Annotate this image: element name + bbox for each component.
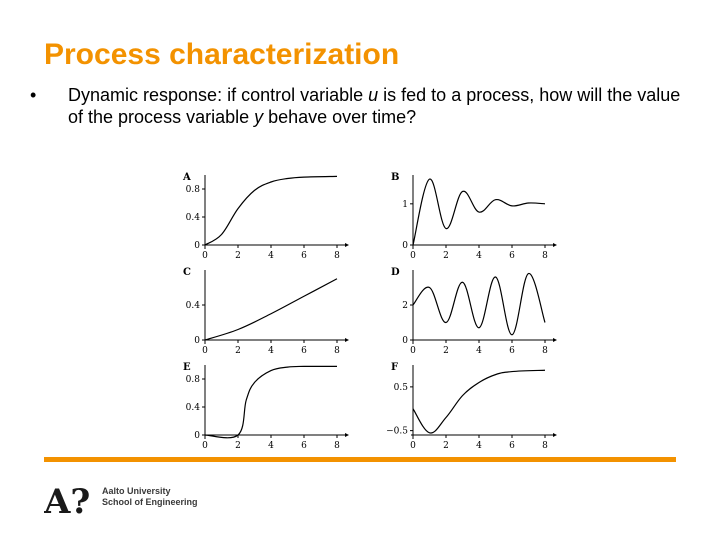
x-tick-label-f-0: 0 bbox=[410, 441, 416, 451]
x-tick-label-c-4: 8 bbox=[334, 346, 340, 356]
x-arrow-a bbox=[345, 243, 349, 247]
series-line-f bbox=[413, 370, 545, 433]
y-tick-label-f-0: −0.5 bbox=[386, 426, 408, 437]
x-tick-label-e-1: 2 bbox=[235, 441, 241, 451]
series-line-c bbox=[205, 279, 337, 340]
x-tick-label-c-0: 0 bbox=[202, 346, 208, 356]
panel-label-b: B bbox=[391, 172, 400, 183]
y-tick-label-c-1: 0.4 bbox=[185, 301, 200, 311]
bullet-text-part-3: behave over time? bbox=[263, 107, 417, 127]
y-tick-label-f-1: 0.5 bbox=[393, 382, 408, 393]
x-tick-label-e-2: 4 bbox=[268, 441, 274, 451]
x-tick-label-f-1: 2 bbox=[443, 441, 449, 451]
panel-label-a: A bbox=[183, 172, 191, 183]
logo-text bbox=[102, 486, 198, 508]
aalto-logo bbox=[44, 482, 244, 522]
y-tick-label-a-2: 0.8 bbox=[185, 185, 200, 195]
x-tick-label-c-1: 2 bbox=[235, 346, 241, 356]
x-tick-label-f-2: 4 bbox=[476, 441, 482, 451]
x-tick-label-b-0: 0 bbox=[410, 251, 416, 261]
logo-mark: A? bbox=[44, 482, 91, 518]
x-tick-label-e-4: 8 bbox=[334, 441, 340, 451]
y-tick-label-b-0: 0 bbox=[402, 241, 408, 251]
y-tick-label-d-1: 2 bbox=[402, 301, 408, 311]
var-y: y bbox=[254, 107, 264, 127]
x-arrow-c bbox=[345, 338, 349, 342]
panel-label-d: D bbox=[391, 267, 400, 278]
footer-divider bbox=[44, 457, 676, 462]
school-name: School of Engineering bbox=[102, 497, 198, 507]
y-tick-label-e-0: 0 bbox=[194, 431, 200, 441]
x-tick-label-a-3: 6 bbox=[301, 251, 307, 261]
bullet-text-part-1: Dynamic response: if control variable bbox=[68, 85, 369, 105]
panel-label-c: C bbox=[183, 267, 191, 278]
x-arrow-d bbox=[553, 338, 557, 342]
x-tick-label-a-2: 4 bbox=[268, 251, 274, 261]
y-tick-label-c-0: 0 bbox=[194, 336, 200, 346]
x-tick-label-c-3: 6 bbox=[301, 346, 307, 356]
x-tick-label-a-1: 2 bbox=[235, 251, 241, 261]
x-tick-label-f-4: 8 bbox=[542, 441, 548, 451]
x-arrow-f bbox=[553, 433, 557, 437]
x-arrow-e bbox=[345, 433, 349, 437]
x-tick-label-d-2: 4 bbox=[476, 346, 482, 356]
x-tick-label-b-3: 6 bbox=[509, 251, 515, 261]
x-tick-label-e-0: 0 bbox=[202, 441, 208, 451]
series-line-e bbox=[205, 366, 337, 437]
y-tick-label-b-1: 1 bbox=[402, 199, 408, 210]
panel-label-e: E bbox=[183, 362, 191, 373]
y-tick-label-a-1: 0.4 bbox=[185, 213, 200, 223]
x-tick-label-d-0: 0 bbox=[410, 346, 416, 356]
x-tick-label-d-4: 8 bbox=[542, 346, 548, 356]
x-tick-label-f-3: 6 bbox=[509, 441, 515, 451]
x-tick-label-a-0: 0 bbox=[202, 251, 208, 261]
bullet-mark: • bbox=[30, 85, 37, 105]
x-tick-label-d-1: 2 bbox=[443, 346, 449, 356]
x-tick-label-c-2: 4 bbox=[268, 346, 274, 356]
x-tick-label-a-4: 8 bbox=[334, 251, 340, 261]
x-tick-label-b-4: 8 bbox=[542, 251, 548, 261]
x-tick-label-d-3: 6 bbox=[509, 346, 515, 356]
aalto-logo-icon bbox=[44, 482, 94, 518]
y-tick-label-e-2: 0.8 bbox=[185, 375, 200, 385]
bullet-text bbox=[68, 84, 698, 128]
bullet-text-part-2: is fed to a process, how will the value of the process variable bbox=[68, 85, 681, 127]
y-tick-label-a-0: 0 bbox=[194, 241, 200, 251]
series-line-b bbox=[413, 179, 545, 245]
y-tick-label-e-1: 0.4 bbox=[185, 403, 200, 413]
var-u: u bbox=[368, 85, 379, 105]
university-name: Aalto University bbox=[102, 486, 171, 496]
step-response-figure bbox=[170, 165, 570, 455]
series-line-a bbox=[205, 176, 337, 245]
panel-label-f: F bbox=[391, 362, 399, 373]
x-tick-label-e-3: 6 bbox=[301, 441, 307, 451]
series-line-d bbox=[413, 273, 545, 334]
x-tick-label-b-1: 2 bbox=[443, 251, 449, 261]
slide-title: Process characterization bbox=[44, 38, 400, 71]
x-arrow-b bbox=[553, 243, 557, 247]
x-tick-label-b-2: 4 bbox=[476, 251, 482, 261]
y-tick-label-d-0: 0 bbox=[402, 336, 408, 346]
